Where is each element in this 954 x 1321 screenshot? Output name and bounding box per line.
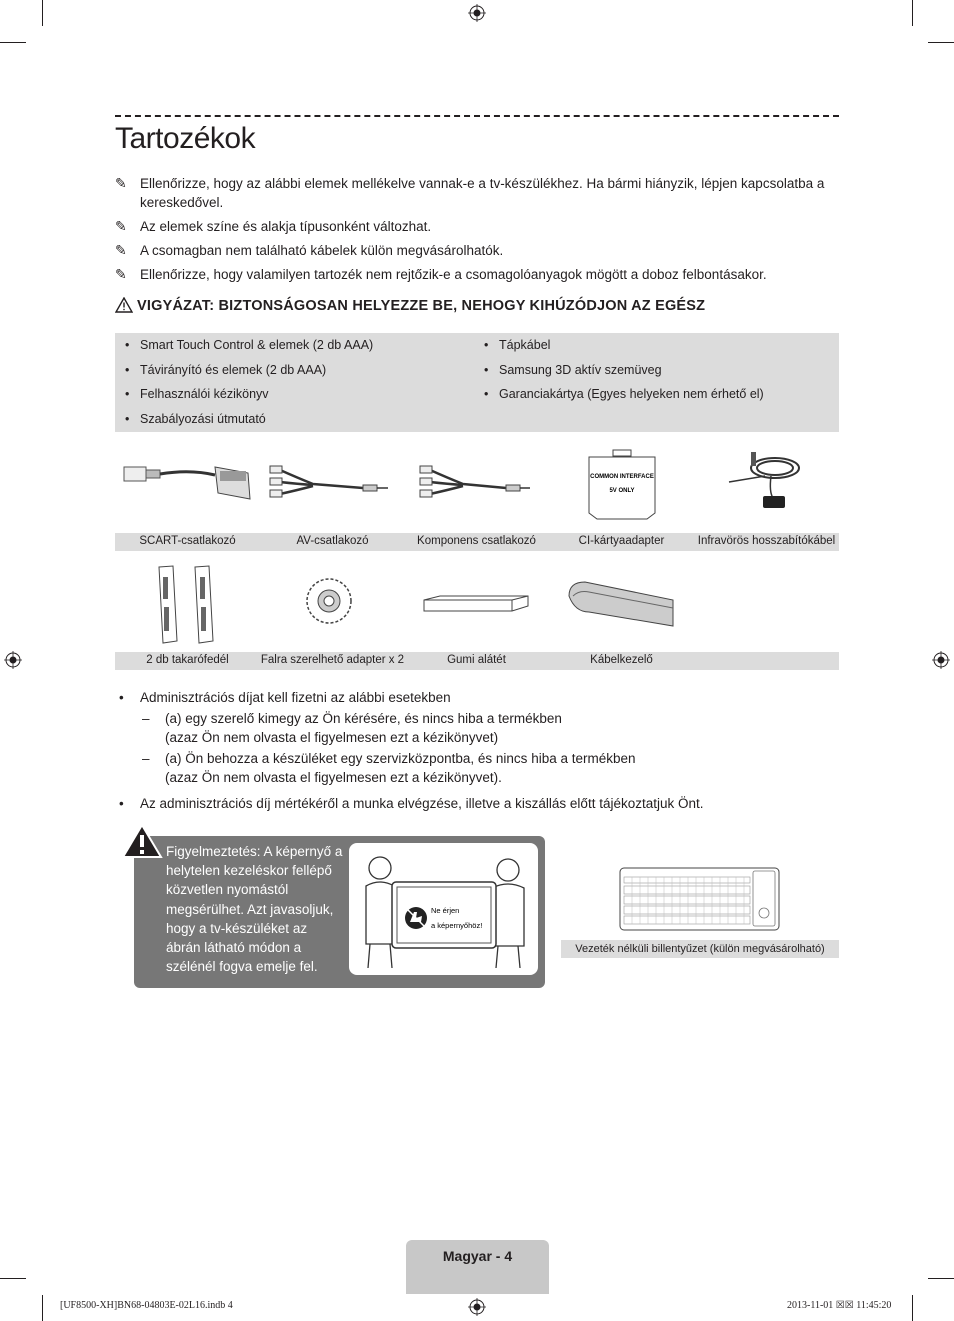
admin-case: (a) Ön behozza a készüléket egy szervizközpontba, és nincs hiba a termékben	[165, 751, 636, 766]
admin-case: (azaz Ön nem olvasta el figyelmesen ezt a kézikönyvet).	[165, 770, 502, 785]
pencil-note-icon: ✎	[115, 242, 127, 258]
av-connector-image	[268, 460, 393, 505]
ci-label: 5V ONLY	[609, 488, 635, 494]
keyboard-caption: Vezeték nélküli billentyűzet (külön megvásárolható)	[561, 940, 839, 958]
note-item: ✎ A csomagban nem található kábelek külön megvásárolhatók.	[115, 242, 504, 258]
list-item: • Távirányító és elemek (2 db AAA)	[125, 363, 327, 377]
list-item: • Garanciakártya (Egyes helyeken nem érhető el)	[484, 387, 764, 401]
crop-mark	[42, 0, 43, 26]
page-title: Tartozékok	[115, 122, 256, 155]
component-connector-image	[418, 460, 533, 505]
tv-lifting-illustration	[352, 846, 536, 972]
crop-mark	[928, 1278, 954, 1279]
admin-case: (azaz Ön nem olvasta el figyelmesen ezt a kézikönyvet)	[165, 730, 499, 745]
crop-mark	[912, 1295, 913, 1321]
pencil-note-icon: ✎	[115, 266, 127, 282]
screen-sign-text: Ne érjen	[431, 906, 460, 915]
pencil-note-icon: ✎	[115, 218, 127, 234]
page-number: Magyar - 4	[442, 1248, 513, 1264]
note-item: ✎ Ellenőrizze, hogy az alábbi elemek mellékelve vannak-e a tv-készülékhez. Ha bármi hiányzik, lépjen kapcsolatba a kereskedővel.	[115, 175, 825, 210]
crop-mark	[0, 42, 26, 43]
admin-case: (a) egy szerelő kimegy az Ön kérésére, és nincs hiba a termékben	[165, 711, 562, 726]
ir-extender-cable-image	[725, 450, 805, 515]
list-item: • Tápkábel	[484, 338, 551, 352]
rubber-pad-image	[420, 594, 532, 614]
footer-timestamp: 2013-11-01 ☒☒ 11:45:20	[787, 1300, 892, 1311]
admin-fee: Az adminisztrációs díj mértékéről a munka elvégzése, illetve a kiszállás előtt tájékoztatjuk Önt.	[140, 796, 704, 811]
bullet-item: •	[119, 796, 124, 811]
cable-manager-image	[565, 578, 677, 630]
bullet-item: •	[119, 690, 124, 705]
caption: Infravörös hosszabítókábel	[697, 535, 836, 547]
note-item: ✎ Ellenőrizze, hogy valamilyen tartozék nem rejtőzik-e a csomagolóanyagok mögött a doboz felbontásakor.	[115, 266, 767, 282]
caption: SCART-csatlakozó	[139, 535, 236, 547]
caption: Komponens csatlakozó	[417, 535, 536, 547]
registration-mark-icon	[932, 651, 950, 669]
warning-text: Figyelmeztetés: A képernyő a helytelen kezeléskor fellépő közvetlen nyomástól megsérülhet. Azt javasoljuk, hogy a tv-készüléket az ábrán látható módon a szélénél fogva emelje fel.	[166, 844, 343, 975]
list-item: • Szabályozási útmutató	[125, 412, 266, 426]
wall-mount-adapter-image	[304, 576, 354, 626]
registration-mark-icon	[468, 1298, 486, 1316]
scart-connector-image	[120, 455, 255, 505]
registration-mark-icon	[4, 651, 22, 669]
list-item: • Samsung 3D aktív szemüveg	[484, 363, 662, 377]
crop-mark	[42, 1295, 43, 1321]
warning-triangle-icon	[115, 297, 133, 313]
ci-label: COMMON INTERFACE	[590, 474, 654, 480]
warning-label: Figyelmeztetés	[166, 844, 257, 859]
caption: CI-kártyaadapter	[578, 535, 665, 547]
crop-mark	[928, 42, 954, 43]
list-item: • Felhasználói kézikönyv	[125, 387, 269, 401]
caption: Kábelkezelő	[590, 654, 653, 666]
caption: Gumi alátét	[447, 654, 506, 666]
caution-heading: VIGYÁZAT: BIZTONSÁGOSAN HELYEZZE BE, NEHOGY KIHÚZÓDJON AZ EGÉSZ	[115, 297, 705, 314]
footer-file-info: [UF8500-XH]BN68-04803E-02L16.indb 4	[60, 1300, 233, 1311]
caption: Falra szerelhető adapter x 2	[260, 654, 405, 666]
section-rule	[115, 115, 839, 117]
dash-marker: –	[142, 711, 150, 726]
list-item: • Smart Touch Control & elemek (2 db AAA)	[125, 338, 374, 352]
registration-mark-icon	[468, 4, 486, 22]
screen-sign-text: a képernyőhöz!	[431, 921, 483, 930]
cover-caps-image	[155, 563, 221, 645]
caption: AV-csatlakozó	[296, 535, 369, 547]
crop-mark	[912, 0, 913, 26]
note-item: ✎ Az elemek színe és alakja típusonként változhat.	[115, 218, 432, 234]
admin-intro: Adminisztrációs díjat kell fizetni az alábbi esetekben	[140, 690, 451, 705]
crop-mark	[0, 1278, 26, 1279]
ci-card-adapter-image	[585, 449, 659, 521]
caption: 2 db takarófedél	[146, 654, 229, 666]
pencil-note-icon: ✎	[115, 175, 127, 191]
warning-triangle-icon	[121, 823, 163, 859]
dash-marker: –	[142, 751, 150, 766]
wireless-keyboard-image	[619, 867, 780, 931]
